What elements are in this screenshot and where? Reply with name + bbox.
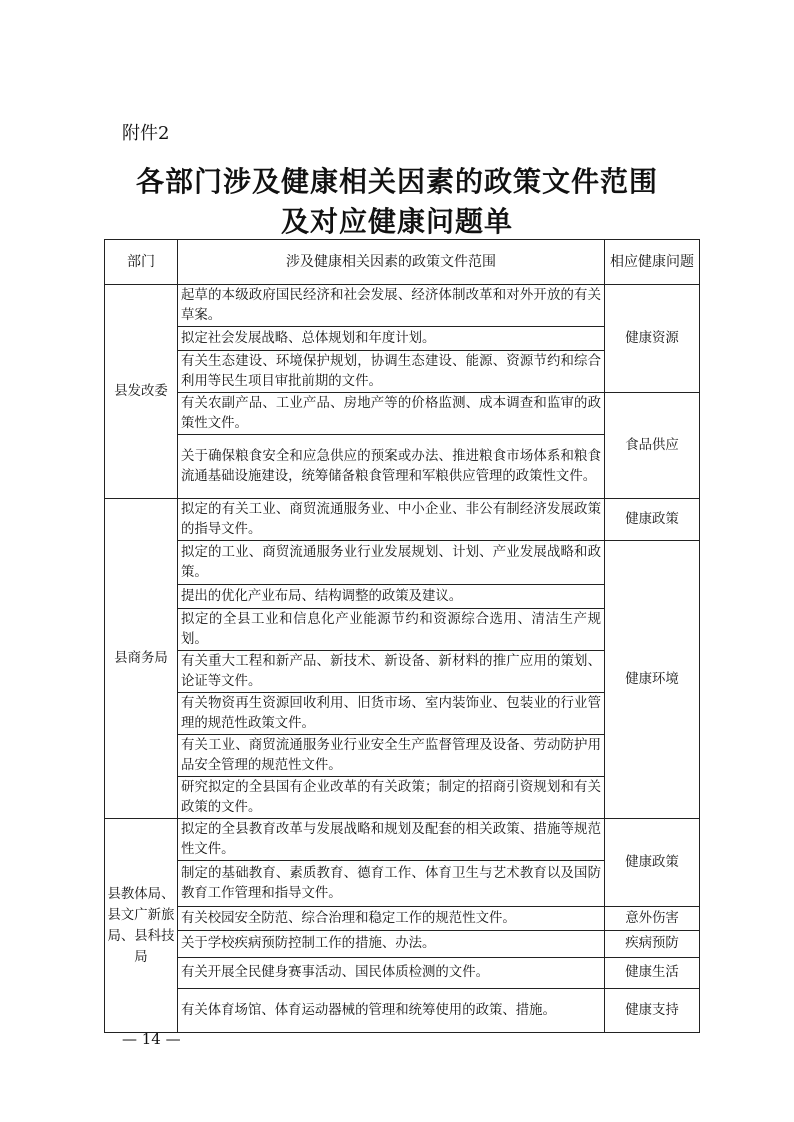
scope-cell: 有关工业、商贸流通服务业行业安全生产监督管理及设备、劳动防护用品安全管理的规范性文件。 xyxy=(178,735,605,777)
table-row xyxy=(105,989,700,1033)
header-problem: 相应健康问题 xyxy=(605,240,700,285)
problem-cell: 疾病预防 xyxy=(605,931,700,958)
header-scope: 涉及健康相关因素的政策文件范围 xyxy=(178,240,605,285)
scope-cell: 拟定的全县工业和信息化产业能源节约和资源综合选用、清洁生产规划。 xyxy=(178,609,605,651)
scope-cell: 研究拟定的全县国有企业改革的有关政策；制定的招商引资规划和有关政策的文件。 xyxy=(178,777,605,819)
scope-cell: 有关重大工程和新产品、新技术、新设备、新材料的推广应用的策划、论证等文件。 xyxy=(178,651,605,693)
scope-cell: 有关物资再生资源回收利用、旧货市场、室内装饰业、包装业的行业管理的规范性政策文件。 xyxy=(178,693,605,735)
table-header-row xyxy=(105,240,700,285)
problem-cell: 健康环境 xyxy=(605,541,700,819)
page-title-line1: 各部门涉及健康相关因素的政策文件范围 xyxy=(135,165,658,198)
scope-cell: 有关农副产品、工业产品、房地产等的价格监测、成本调查和监审的政策性文件。 xyxy=(178,393,605,435)
table-row xyxy=(105,907,700,931)
dept-cell: 县发改委 xyxy=(105,285,178,499)
problem-cell: 健康政策 xyxy=(605,819,700,907)
scope-cell: 制定的基础教育、素质教育、德育工作、体育卫生与艺术教育以及国防教育工作管理和指导文件。 xyxy=(178,861,605,907)
problem-cell: 意外伤害 xyxy=(605,907,700,931)
policy-table xyxy=(104,239,700,1033)
scope-cell: 关于确保粮食安全和应急供应的预案或办法、推进粮食市场体系和粮食流通基础设施建设，统筹储备粮食管理和军粮供应管理的政策性文件。 xyxy=(178,435,605,499)
header-dept: 部门 xyxy=(105,240,178,285)
scope-cell: 有关生态建设、环境保护规划，协调生态建设、能源、资源节约和综合利用等民生项目审批前期的文件。 xyxy=(178,351,605,393)
scope-cell: 拟定的全县教育改革与发展战略和规划及配套的相关政策、措施等规范性文件。 xyxy=(178,819,605,861)
page-number: — 14 — xyxy=(122,1030,181,1048)
scope-cell: 有关校园安全防范、综合治理和稳定工作的规范性文件。 xyxy=(178,907,605,931)
scope-cell: 关于学校疾病预防控制工作的措施、办法。 xyxy=(178,931,605,958)
dept-cell: 县商务局 xyxy=(105,499,178,819)
problem-cell: 食品供应 xyxy=(605,393,700,499)
page-title-line2: 及对应健康问题单 xyxy=(280,205,513,238)
scope-cell: 拟定的工业、商贸流通服务业行业发展规划、计划、产业发展战略和政策。 xyxy=(178,541,605,585)
scope-cell: 提出的优化产业布局、结构调整的政策及建议。 xyxy=(178,585,605,609)
problem-cell: 健康资源 xyxy=(605,285,700,393)
table-row xyxy=(105,931,700,958)
scope-cell: 起草的本级政府国民经济和社会发展、经济体制改革和对外开放的有关草案。 xyxy=(178,285,605,327)
table-row xyxy=(105,958,700,989)
problem-cell: 健康政策 xyxy=(605,499,700,541)
problem-cell: 健康支持 xyxy=(605,989,700,1033)
table-row xyxy=(105,393,700,435)
table-row xyxy=(105,285,700,327)
scope-cell: 有关体育场馆、体育运动器械的管理和统筹使用的政策、措施。 xyxy=(178,989,605,1033)
problem-cell: 健康生活 xyxy=(605,958,700,989)
scope-cell: 拟定的有关工业、商贸流通服务业、中小企业、非公有制经济发展政策的指导文件。 xyxy=(178,499,605,541)
table-row xyxy=(105,499,700,541)
attachment-label: 附件2 xyxy=(122,123,170,144)
scope-cell: 有关开展全民健身赛事活动、国民体质检测的文件。 xyxy=(178,958,605,989)
scope-cell: 拟定社会发展战略、总体规划和年度计划。 xyxy=(178,327,605,351)
dept-cell: 县教体局、县文广新旅局、县科技局 xyxy=(105,819,178,1033)
table-row xyxy=(105,541,700,585)
table-row xyxy=(105,819,700,861)
